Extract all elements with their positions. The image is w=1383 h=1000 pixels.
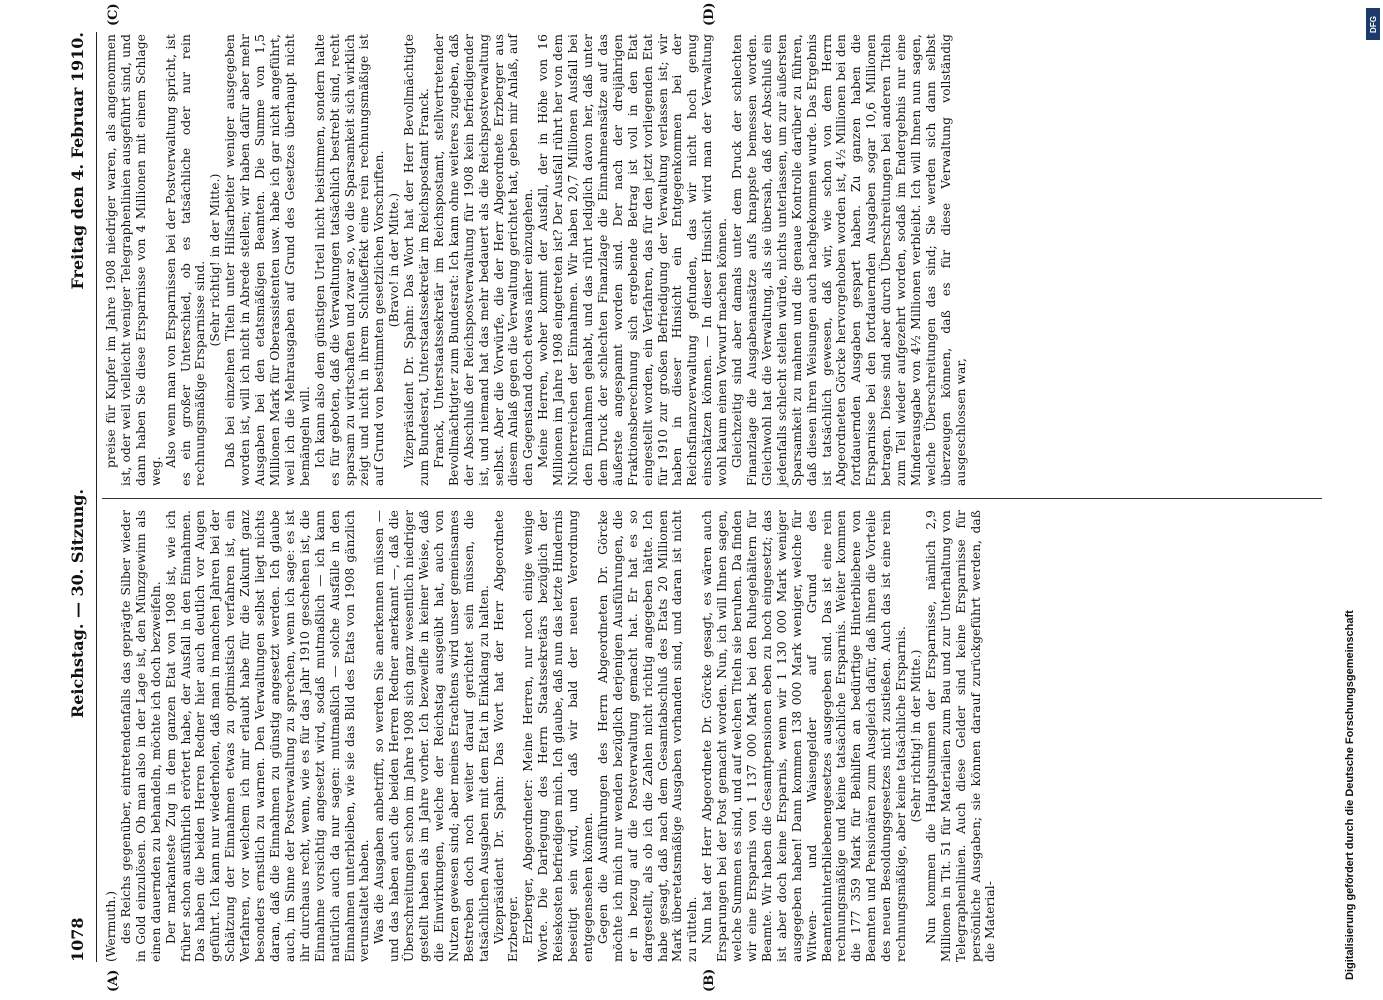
- margin-marker-c: (C): [106, 3, 121, 26]
- paragraph: Gegen die Ausführungen des Herrn Abgeordneten Dr. Görcke möchte ich mich nur wenden bezüglich derjenigen Ausführungen, die er in bezug auf die Postverwaltung gemacht hat. Er hat es so dargestellt, als ob ich die Zahlen nicht richtig angegeben hätte. Ich habe gesagt, daß nach dem Gesamtabschluß des Etats 20 Millionen Mark überetatsmäßige Ausgaben vorhanden sind, und daran ist nicht zu rütteln.: [595, 510, 700, 962]
- paragraph: Meine Herren, woher kommt der Ausfall, der in Höhe von 16 Millionen im Jahre 1908 eingetreten ist? Der Ausfall rührt her von dem Nichterreichen der Einnahmen. Wir haben 20,7 Millionen Ausfall bei den Einnahmen gehabt, und das rührt lediglich davon her, daß unter dem Druck der schlechten Finanzlage die Einnahmeansätze auf das äußerste angespannt worden sind. Der nach der dreijährigen Fraktionsberechnung sich ergebende Betrag ist voll in den Etat eingestellt worden, ein Verfahren, das für den jetzt vorliegenden Etat für 1910 zur großen Befriedigung der Verwaltung verlassen ist; wir haben in dieser Hinsicht ein Entgegenkommen bei der Reichsfinanzverwaltung gefunden, das wir nicht hoch genug einschätzen können. — In dieser Hinsicht wird man der Verwaltung wohl kaum einen Vorwurf machen können.: [536, 34, 730, 486]
- paragraph: Der markanteste Zug in dem ganzen Etat von 1908 ist, wie ich früher schon ausführlich erörtert habe, der Ausfall in den Einnahmen. Das haben die beiden Herren Redner hier auch deutlich vor Augen geführt. Ich kann nur wiederholen, daß man in manchen Jahren bei der Schätzung der Einnahmen etwas zu optimistisch verfahren ist, ein Verfahren, vor welchem ich mir erlaubt habe für die Zukunft ganz besonders ernstlich zu warnen. Den Verwaltungen selbst liegt nichts daran, daß die Einnahmen zu günstig angesetzt werden. Ich glaube auch, im Sinne der Postverwaltung zu sprechen, wenn ich sage: es ist ihr durchaus recht, wenn, wie es für das Jahr 1910 geschehen ist, die Einnahme vorsichtig angesetzt wird, sodaß mutmaßlich — ich kann natürlich auch da nur sagen: mutmaßlich — solche Ausfälle in den Einnahmen unterbleiben, wie sie das Bild des Etats von 1908 gänzlich verunstaltet haben.: [163, 510, 372, 962]
- page-header: [62, 32, 92, 962]
- rotated-page-content: [62, 2, 1332, 992]
- margin-marker-d: (D): [702, 2, 717, 26]
- paragraph: (Wermuth.): [104, 890, 118, 962]
- right-column: [104, 34, 969, 486]
- margin-marker-b: (B): [702, 968, 717, 992]
- page-number: 1078: [67, 917, 87, 962]
- paragraph: Vizepräsident Dr. Spahn: Das Wort hat der Herr Abgeordnete Erzberger.: [491, 510, 521, 962]
- paragraph: Franck, Unterstaatssekretär im Reichspostamt, stellvertretender Bevollmächtigter zum Bundesrat: Ich kann ohne weiteres zugeben, daß der Abschluß der Reichspostverwaltung für 1908 kein befriedigender ist, und niemand hat das mehr bedauert als die Reichspostverwaltung selbst. Aber die Vorwürfe, die der Herr Abgeordnete Erzberger aus diesem Anlaß gegen die Verwaltung gerichtet hat, geben mir Anlaß, auf den Gegenstand doch etwas näher einzugehen.: [431, 34, 536, 486]
- column-rule: [102, 498, 1322, 499]
- dfg-badge: [1366, 8, 1380, 40]
- paragraph: (Bravo! in der Mitte.): [387, 192, 402, 328]
- paragraph: Daß bei einzelnen Titeln unter Hilfsarbeiter weniger ausgegeben worden ist, will ich nicht in Abrede stellen; wir haben dafür aber mehr Ausgaben bei den etatsmäßigen Beamten. Die Summe von 1,5 Millionen Mark für Oberassistenten usw. habe ich gar nicht angeführt, weil ich die Mehrausgaben auf Grund des Gesetzes überhaupt nicht bemängeln will.: [223, 34, 312, 486]
- session-title: Reichstag. — 30. Sitzung.: [67, 488, 87, 719]
- paragraph: preise für Kupfer im Jahre 1908 niedriger waren, als angenommen ist, oder weil vielleicht weniger Telegraphenlinien ausgeführt sind, und dann haben Sie diese Ersparnisse von 4 Millionen mit einem Schlage weg.: [104, 34, 163, 486]
- session-date: Freitag den 4. Februar 1910.: [67, 32, 87, 290]
- paragraph: Was die Ausgaben anbetrifft, so werden Sie anerkennen müssen — und das haben auch die beiden Herren Redner anerkannt —, daß die Überschreitungen schon im Jahre 1908 sich ganz wesentlich niedriger gestellt haben als im Jahre vorher. Ich bezweifle in keiner Weise, daß die Einwirkungen, welche der Reichstag ausgeübt hat, auch von Nutzen gewesen sind; aber meines Erachtens wird unser gemeinsames Bestreben doch noch weiter darauf gerichtet sein müssen, die tatsächlichen Ausgaben mit dem Etat in Einklang zu halten.: [372, 510, 491, 962]
- paragraph: (Sehr richtig! in der Mitte.): [908, 649, 923, 823]
- dfg-credit: Digitalisierung gefördert durch die Deutsche Forschungsgemeinschaft: [1344, 610, 1356, 980]
- paragraph: Ich kann also dem günstigen Urteil nicht beistimmen, sondern halte es für geboten, daß die Verwaltungen tatsächlich bestrebt sind, recht sparsam zu wirtschaften und zwar so, wo die Sparsamkeit sich wirklich zeigt und nicht in ihrem Schlußeffekt eine rein rechnungsmäßige ist auf Grund von bestimmten gesetzlichen Vorschriften.: [312, 34, 387, 486]
- paragraph: Also wenn man von Ersparnissen bei der Postverwaltung spricht, ist es ein großer Unterschied, ob es tatsächliche oder nur rein rechnungsmäßige Ersparnisse sind.: [163, 34, 208, 486]
- paragraph: Nun hat der Herr Abgeordnete Dr. Görcke gesagt, es wären auch Ersparungen bei der Post gemacht worden. Nun, ich will Ihnen sagen, welche Summen es sind, und auf welchen Titeln sie beruhen. Da finden wir eine Ersparnis von 1 137 000 Mark bei den Ruhegehältern für Beamte. Wir haben die Gesamtpensionen eben zu hoch eingesetzt; das ist aber doch keine Ersparnis, wenn wir 1 130 000 Mark weniger ausgegeben haben! Dann kommen 138 000 Mark weniger, welche für Witwen- und Waisengelder auf Grund des Beamtenhinterbliebenengesetzes ausgegeben sind. Das ist eine rein rechnungsmäßige und keine tatsächliche Ersparnis. Weiter kommen die 177 359 Mark für Beihilfen an bedürftige Hinterbliebene von Beamten und Pensionären zum Ausgleich dafür, daß ihnen die Vorteile des neuen Besoldungsgesetzes nicht zustießen. Auch das ist eine rein rechnungsmäßige, aber keine tatsächliche Ersparnis.: [700, 510, 909, 962]
- header-rule: [96, 32, 97, 962]
- paragraph: Nun kommen die Hauptsummen der Ersparnisse, nämlich 2,9 Millionen in Tit. 51 für Materialien zum Bau und zur Unterhaltung von Telegraphenlinien. Auch diese Gelder sind keine Ersparnisse für persönliche Ausgaben; sie können darauf zurückgeführt werden, daß die Material-: [923, 510, 998, 962]
- dfg-badge-label: DFG: [1368, 15, 1378, 33]
- paragraph: Vizepräsident Dr. Spahn: Das Wort hat der Herr Bevollmächtigte zum Bundesrat, Unterstaatssekretär im Reichspostamt Franck.: [402, 34, 432, 486]
- paragraph: Gleichzeitig sind aber damals unter dem Druck der schlechten Finanzlage die Ausgabenansätze aufs knappste bemessen worden. Gleichwohl hat die Verwaltung, als sie übersah, daß der Abschluß ein jedenfalls schlecht stellen würde, nichts unterlassen, um zur äußersten Sparsamkeit zu mahnen und die genaue Kontrolle darüber zu führen, daß diesen ihren Weisungen auch nachgekommen wurde. Das Ergebnis ist tatsächlich gewesen, daß wir, wie schon von dem Herrn Abgeordneten Görcke hervorgehoben worden ist, 4½ Millionen bei den fortdauernden Ausgaben gespart haben. Zu ganzen haben die Ersparnisse bei den fortdauernden Ausgaben sogar 10,6 Millionen betragen. Diese sind aber durch Überschreitungen bei anderen Titeln zum Teil wieder aufgezehrt worden, sodaß im Endergebnis nur eine Minderausgabe von 4½ Millionen verbleibt. Ich will Ihnen nun sagen, welche Überschreitungen das sind; Sie werden sich dann selbst überzeugen können, daß es für diese Verwaltung vollständig ausgeschlossen war,: [730, 34, 968, 486]
- margin-marker-a: (A): [106, 969, 121, 992]
- paragraph: (Sehr richtig! in der Mitte.): [208, 173, 223, 347]
- paragraph: Erzberger, Abgeordneter: Meine Herren, nur noch einige wenige Worte. Die Darlegung des Herrn Staatssekretärs bezüglich der Reisekosten befriedigen mich. Ich glaube, daß nun das letzte Hindernis beseitigt sein wird, und daß wir bald der neuen Verordnung entgegensehen können.: [521, 510, 595, 962]
- left-column: [104, 510, 998, 962]
- paragraph: des Reichs gegenüber, eintretendenfalls das geprägte Silber wieder in Gold einzulösen. Ob man also in der Lage ist, den Münzgewinn als einen dauernden zu behandeln, möchte ich doch bezweifeln.: [118, 510, 163, 962]
